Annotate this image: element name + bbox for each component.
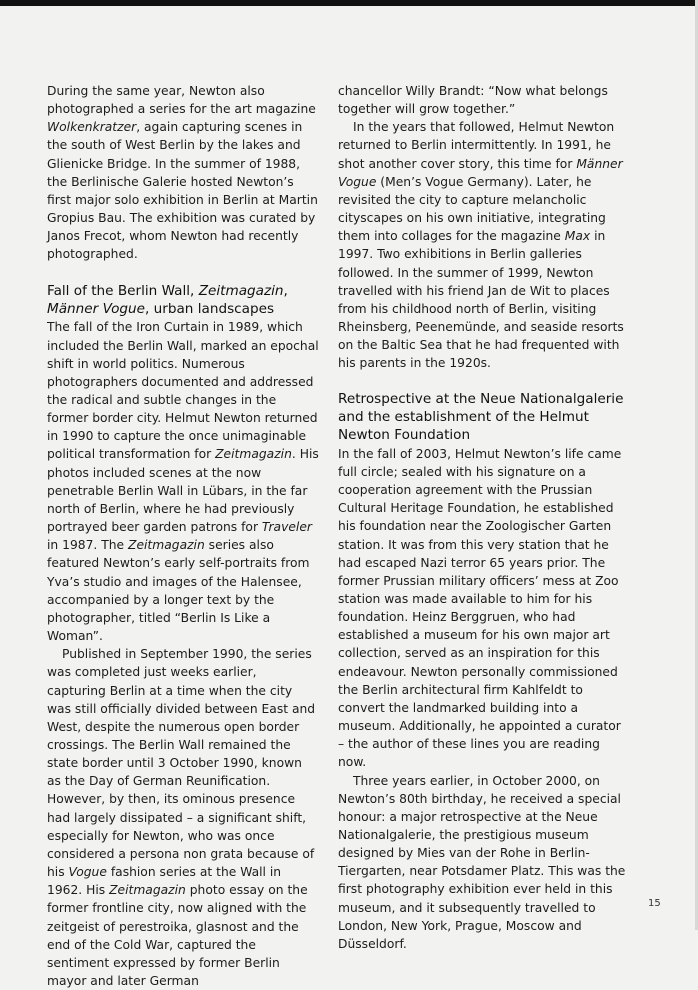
text-run: Fall of the Berlin Wall, [47,282,199,299]
paragraph [47,82,319,264]
paragraph [338,772,628,954]
text-run: , urban landscapes [145,300,275,317]
text-run: , [283,282,288,299]
italic-text: Zeitmagazin [215,447,292,462]
section-heading-berlin-wall [47,282,319,319]
text-run: Retrospective at the Neue Nationalgalerie and the establishment of the Helmut Newton Foundation [338,390,624,444]
right-column [338,82,628,953]
text-run: During the same year, Newton also photographed a series for the art magazine [47,84,316,117]
text-run: In the years that followed, Helmut Newton returned to Berlin intermittently. In 1991, he shot another cover story, this time for [338,120,615,171]
italic-text: Wolkenkratzer [47,120,137,135]
section-heading-retrospective [338,390,628,445]
italic-text: Zeitmagazin [198,282,284,299]
italic-text: Männer Vogue [338,156,623,189]
text-run: series also featured Newton’s early self-portraits from Yva’s studio and images of the Halensee, accompanied by a longer text by the photographer, titled “Berlin Is Like a Woman”. [47,538,310,644]
italic-text: Traveler [261,520,312,535]
text-run: Published in September 1990, the series was completed just weeks earlier, capturing Berlin at a time when the city was still officially divided between East and West, despite the numerous open border crossings. The Berlin Wall remained the state border until 3 October 1990, known as the Day of German Reunification. However, by then, its ominous presence had largely dissipated – a significant shift, especially for Newton, who was once considered a persona non grata because of his [47,647,316,880]
text-run: . His photos included scenes at the now penetrable Berlin Wall in Lübars, in the far north of Berlin, where he had previously portrayed beer garden patrons for [47,447,319,535]
italic-text: Vogue [68,865,107,880]
text-run: in 1987. The [47,538,129,553]
text-run: The fall of the Iron Curtain in 1989, which included the Berlin Wall, marked an epochal shift in world politics. Numerous photographers documented and addressed the radical and subtle changes in the former border city. Helmut Newton returned in 1990 to capture the once unimaginable political transformation for [47,320,319,462]
italic-text: Max [564,229,591,244]
page-number: 15 [648,898,661,909]
text-run: Three years earlier, in October 2000, on Newton’s 80th birthday, he received a special honour: a major retrospective at the Neue Nationalgalerie, the prestigious museum designed by Mies van der Rohe in Berlin-Tiergarten, near Potsdamer Platz. This was the first photography exhibition ever held in this museum, and it subsequently travelled to London, New York, Prague, Moscow and Düsseldorf. [338,773,626,951]
text-run: (Men’s Vogue Germany). Later, he revisited the city to capture melancholic cityscapes on his own initiative, integrating them into collages for the magazine [338,174,606,244]
paragraph [338,82,628,118]
top-edge-bar [0,0,698,6]
paragraph [47,645,319,990]
left-column [47,82,319,990]
italic-text: Zeitmagazin [109,883,186,898]
paragraph [47,318,319,645]
text-run: , again capturing scenes in the south of West Berlin by the lakes and Glienicke Bridge. In the summer of 1988, the Berlinische Galerie hosted Newton’s first major solo exhibition in Berlin at Martin Gropius Bau. The exhibition was curated by Janos Frecot, whom Newton had recently photographed. [47,120,318,262]
text-run: In the fall of 2003, Helmut Newton’s life came full circle; sealed with his signature on a cooperation agreement with the Prussian Cultural Heritage Foundation, he established his foundation near the Zoologischer Garten station. It was from this very station that he had escaped Nazi terror 65 years prior. The former Prussian military officers’ mess at Zoo station was made available to him for his foundation. Heinz Berggruen, who had established a museum for his own major art collection, served as an inspiration for this endeavour. Newton personally commissioned the Berlin architectural firm Kahlfeldt to convert the landmarked building into a museum. Additionally, he appointed a curator – the author of these lines you are reading now. [338,446,622,770]
italic-text: Männer Vogue [47,300,145,317]
paragraph [338,118,628,372]
text-run: photo essay on the former frontline city, now aligned with the zeitgeist of perestroika, glasnost and the end of the Cold War, captured the sentiment expressed by former Berlin mayor and later German [47,883,308,988]
text-run: fashion series at the Wall in 1962. His [47,865,282,898]
italic-text: Zeitmagazin [128,538,205,553]
text-run: chancellor Willy Brandt: “Now what belongs together will grow together.” [338,84,608,117]
text-run: in 1997. Two exhibitions in Berlin galleries followed. In the summer of 1999, Newton travelled with his friend Jan de Wit to places from his childhood north of Berlin, visiting Rheinsberg, Peenemünde, and seaside resorts on the Baltic Sea that he had frequented with his parents in the 1920s. [338,229,624,371]
paragraph [338,445,628,772]
